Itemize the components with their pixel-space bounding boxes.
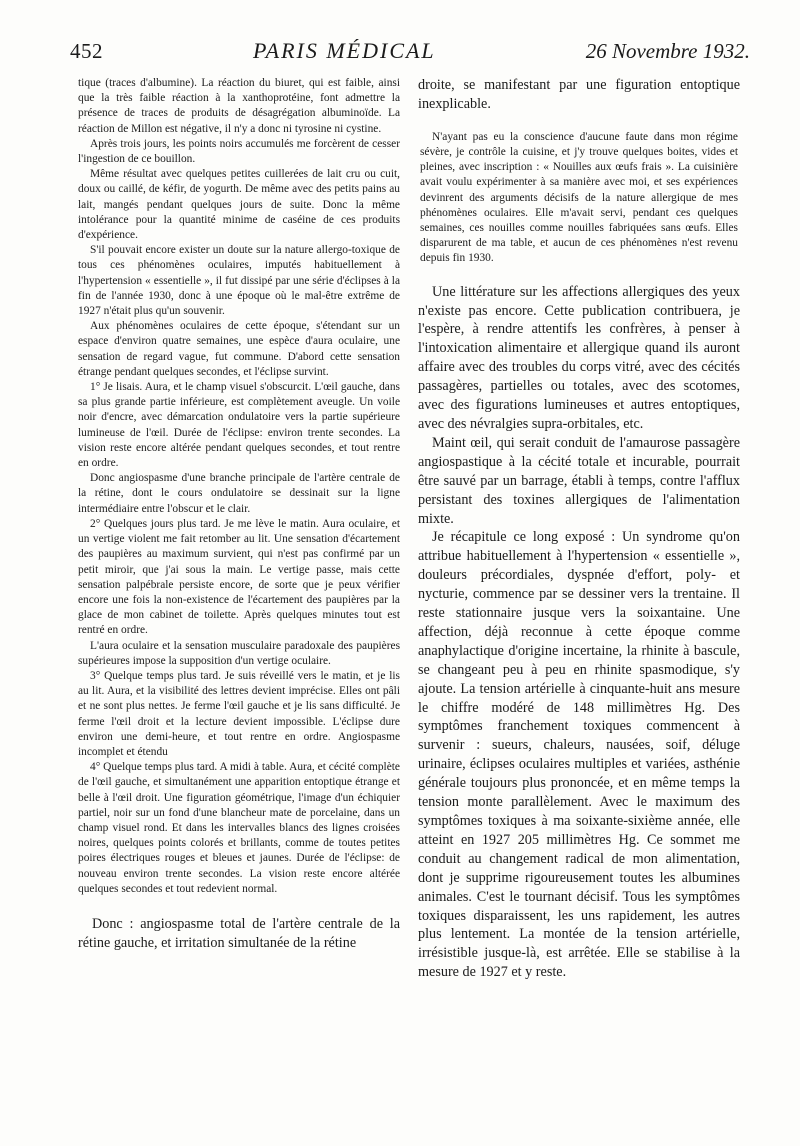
- paragraph: Donc angiospasme d'une branche principale de l'artère centrale de la rétine, dont le cours ondulatoire se dessinait sur la ligne intermédiaire entre l'obscur et le clair.: [78, 472, 400, 515]
- paragraph: 4° Quelque temps plus tard. A midi à table. Aura, et cécité complète de l'œil gauche, et simultanément une apparition entoptique étrange et belle à l'œil droit. Une figuration géométrique, l'image d'un échiquier partiel, noir sur un fond d'une blancheur mate de porcelaine, dans un champ visuel rond. Et dans les intervalles blancs des lignes croisées noires, quelques points colorés et brillants, comme de toutes petites poires électriques rouges et bleues et jaunes. Durée de l'éclipse: de nouveau environ trente secondes. La vision reste encore altérée quelques secondes et tout redevient normal.: [78, 761, 400, 895]
- left-column: [78, 76, 400, 953]
- closing-paragraph: Donc : angiospasme total de l'artère centrale de la rétine gauche, et irritation simultanée de la rétine: [78, 915, 400, 951]
- continued-paragraph: droite, se manifestant par une figuration entoptique inexplicable.: [418, 77, 740, 112]
- paragraph: Après trois jours, les points noirs accumulés me forcèrent de cesser l'ingestion de ce bouillon.: [78, 137, 400, 166]
- issue-date: 26 Novembre 1932.: [585, 39, 750, 63]
- quoted-note: N'ayant pas eu la conscience d'aucune faute dans mon régime sévère, je contrôle la cuisine, et j'y trouve quelques boites, vides et pleines, avec inscription : « Nouilles aux œufs frais ». La cuisinière avait voulu expérimenter à sa manière avec moi, et ses expériences devinrent des arguments décisifs de la nature allergique de mes phénomènes oculaires. Elle m'avait servi, pendant ces quelques semaines, ces nouilles comme nouilles fabriquées sans œufs. Elles disparurent de ma table, et aucun de ces phénomènes n'est revenu depuis fin 1930.: [420, 130, 738, 265]
- paragraph: Maint œil, qui serait conduit de l'amaurose passagère angiospastique à la cécité totale et incurable, pourrait être sauvé par un barrage, établi à temps, contre l'afflux persistant des toxines allergiques de l'alimentation mixte.: [418, 434, 740, 527]
- paragraph: 2° Quelques jours plus tard. Je me lève le matin. Aura oculaire, et un vertige violent me fait retomber au lit. Une sensation d'écartement des paupières au maximum survient, qui n'est pas confirmé par un petit miroir, que j'ai sous la main. Le vertige passe, mais cette sensation palpébrale persiste encore, de sorte que je peux vérifier encore une fois la non-existence de l'écartement des paupières par la glace de mon cabinet de toilette. Après quelques minutes tout est rentré en ordre.: [78, 517, 400, 637]
- right-column: [418, 76, 740, 982]
- page-header: [70, 38, 750, 68]
- paragraph: 1° Je lisais. Aura, et le champ visuel s'obscurcit. L'œil gauche, dans sa plus grande partie inférieure, est complètement aveugle. Un voile noir d'encre, avec démarcation ondulatoire vers la partie supérieure lumineuse de l'œil. Durée de l'éclipse: environ trente secondes. La vision reste encore altérée pendant quelques secondes, et tout rentre en ordre.: [78, 381, 400, 470]
- journal-title: PARIS MÉDICAL: [253, 38, 436, 63]
- paragraph: Je récapitule ce long exposé : Un syndrome qu'on attribue habituellement à l'hypertension « essentielle », douleurs précordiales, dyspnée d'effort, poly- et nycturie, commence par se dessiner vers la trentaine. Il reste stationnaire jusque vers la soixantaine. Une affection, déjà reconnue à cette époque comme anaphylactique d'origine incertaine, la rhinite à bascule, se changeant peu à peu en rhinite spasmodique, s'y ajoute. La tension artérielle à cinquante-huit ans mesure le chiffre modéré de 148 millimètres Hg. Des symptômes franchement toxiques commencent à survenir : sueurs, chaleurs, nausées, soif, déluge urinaire, éclipses oculaires multiples et variées, asthénie générale toujours plus prononcée, et en même temps la tension monte parallèlement. Avec le maximum des symptômes toxiques à ma soixante-sixième année, elle atteint en 1927 205 millimètres Hg. Ce sommet me conduit au changement radical de mon alimentation, dont je supprime rigoureusement toutes les albumines animales. C'est le tournant décisif. Tous les symptômes toxiques disparaissent, les uns rapidement, les autres plus lentement. La montée de la tension artérielle, irrésistible jusque-là, est arrêtée. Elle se stabilise à la mesure de 1927 et y reste.: [418, 529, 740, 981]
- paragraph: S'il pouvait encore exister un doute sur la nature allergo-toxique de tous ces phénomènes oculaires, imputés habituellement à l'hypertension « essentielle », il fut dissipé par une série d'éclipses à la fin de l'année 1930, donc à une époque où le mal-être extrême de 1927 n'était plus qu'un souvenir.: [78, 244, 400, 318]
- paragraph: tique (traces d'albumine). La réaction du biuret, qui est faible, ainsi que la très faible réaction à la xanthoprotéine, font admettre la présence de traces de produits de désagrégation albuminoïde. La réaction de Millon est négative, il n'y a donc ni tyrosine ni cystine.: [78, 77, 400, 135]
- page-number: 452: [70, 39, 103, 63]
- paragraph: L'aura oculaire et la sensation musculaire paradoxale des paupières supérieures impose la supposition d'un vertige oculaire.: [78, 639, 400, 667]
- paragraph: Aux phénomènes oculaires de cette époque, s'étendant sur un espace d'environ quatre semaines, une espèce d'aura oculaire, une sensation de regard vague, fut commune. D'abord cette sensation étrange pendant quelques secondes, et l'éclipse survint.: [78, 320, 400, 378]
- paragraph: 3° Quelque temps plus tard. Je suis réveillé vers le matin, et je lis au lit. Aura, et la visibilité des lettres devient imprécise. Elles ont pâli et ne sont plus nettes. Je ferme l'œil gauche et je lis sans difficulté. Je ferme l'œil droit et la lecture devient impossible. L'éclipse dure environ une demi-heure, et tout rentre en ordre. Angiospasme incomplet et étendu: [78, 669, 400, 758]
- paragraph: Une littérature sur les affections allergiques des yeux n'existe pas encore. Cette publication contribuera, je l'espère, à rendre attentifs les confrères, à penser à l'intoxication alimentaire et allergique quand ils auront affaire avec des troubles du corps vitré, avec des cécités passagères, partielles ou totales, avec des scotomes, avec des figurations lumineuses et autres entoptiques, avec des névralgies supra-orbitales, etc.: [418, 283, 740, 432]
- paragraph: Même résultat avec quelques petites cuillerées de lait cru ou cuit, doux ou caillé, de kéfir, de yogurth. De même avec des petits pains au lait, mangés pendant quelques jours de suite. Donc la même intolérance pour la quantité minime de caséine de ces produits d'expérience.: [78, 168, 400, 242]
